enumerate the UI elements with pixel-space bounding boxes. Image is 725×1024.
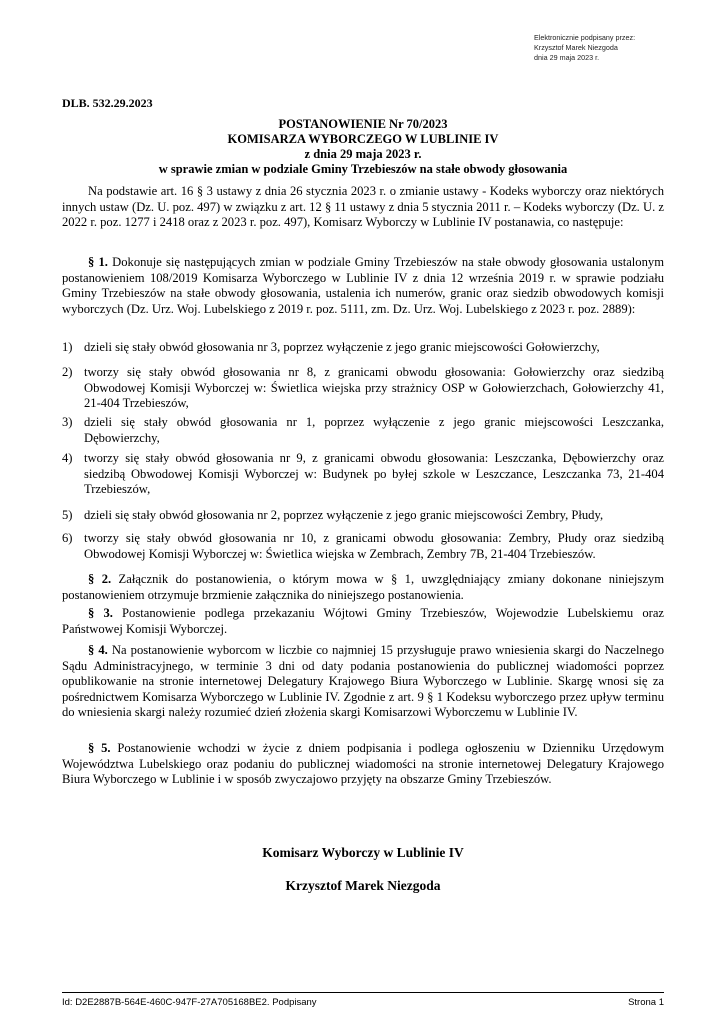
section-3 [62, 606, 664, 637]
electronic-signature-note [534, 33, 714, 63]
document-number: DLB. 532.29.2023 [62, 96, 153, 110]
list-item-number: 5) [62, 508, 73, 522]
list-item-number: 4) [62, 451, 73, 465]
list-item-number: 6) [62, 531, 73, 545]
title-line-2: KOMISARZA WYBORCZEGO W LUBLINIE IV [227, 132, 499, 146]
section-2 [62, 572, 664, 603]
footer-divider [62, 992, 664, 993]
list-item [62, 365, 664, 412]
list-item-number: 2) [62, 365, 73, 379]
list-item-text: dzieli się stały obwód głosowania nr 2, poprzez wyłączenie z jego granic miejscowości Zembry, Płudy, [84, 508, 604, 522]
section-1-text: Dokonuje się następujących zmian w podziale Gminy Trzebieszów na stałe obwody głosowania ustalonym postanowieniem 108/2019 Komisarza Wyborczego w Lublinie IV z dnia 12 września 2019 r. w sprawie podziału Gminy Trzebieszów na stałe obwody głosowania, ustalenia ich numerów, granic oraz siedzib obwodowych komisji wyborczych (Dz. Urz. Woj. Lubelskiego z 2019 r. poz. 5111, zm. Dz. Urz. Woj. Lubelskiego z 2023 r. poz. 2889): [62, 255, 664, 316]
section-1-number: § 1. [88, 255, 108, 269]
list-item-text: dzieli się stały obwód głosowania nr 1, poprzez wyłączenie z jego granic miejscowości Leszczanka, Dębowierzchy, [84, 415, 664, 445]
esig-line-2: Krzysztof Marek Niezgoda [534, 43, 618, 52]
section-5-number: § 5. [88, 741, 111, 755]
section-3-text: Postanowienie podlega przekazaniu Wójtowi Gminy Trzebieszów, Wojewodzie Lubelskiemu oraz Państwowej Komisji Wyborczej. [62, 606, 665, 636]
list-item [62, 508, 664, 524]
section-5 [62, 741, 664, 788]
list-item-text: tworzy się stały obwód głosowania nr 8, z granicami obwodu głosowania: Gołowierzchy oraz siedzibą Obwodowej Komisji Wyborczej w: Świetlica wiejska przy strażnicy OSP w Gołowierzchach, Gołowierzchy 41, 21-404 Trzebieszów, [84, 365, 664, 411]
section-4-number: § 4. [88, 643, 108, 657]
section-4-text: Na postanowienie wyborcom w liczbie co najmniej 15 przysługuje prawo wniesienia skargi do Naczelnego Sądu Administracyjnego, w terminie 3 dni od daty podania postanowienia do publicznej wiadomości poprzez opublikowanie na stronie internetowej Delegatury Krajowego Biura Wyborczego w Lublinie. Skargę wnosi się za pośrednictwem Komisarza Wyborczego w Lublinie IV. Zgodnie z art. 9 § 1 Kodeksu wyborczego przez upływ terminu do wniesienia skargi należy rozumieć dzień złożenia skargi Komisarzowi Wyborczemu w Lublinie IV. [62, 643, 665, 720]
title-line-3: z dnia 29 maja 2023 r. [304, 147, 422, 161]
section-5-text: Postanowienie wchodzi w życie z dniem podpisania i podlega ogłoszeniu w Dzienniku Urzędowym Województwa Lubelskiego oraz podaniu do publicznej wiadomości na stronie internetowej Delegatury Krajowego Biura Wyborczego w Lublinie i w sposób zwyczajowo przyjęty na obszarze Gminy Trzebieszów. [62, 741, 665, 787]
footer-page-number: Strona 1 [628, 997, 664, 1008]
list-item-number: 3) [62, 415, 73, 429]
document-title [62, 117, 664, 177]
section-2-text: Załącznik do postanowienia, o którym mowa w § 1, uwzględniający zmiany dokonane niniejszym postanowieniem otrzymuje brzmienie załącznika do niniejszego postanowienia. [62, 572, 664, 602]
list-item [62, 340, 664, 356]
title-line-1: POSTANOWIENIE Nr 70/2023 [278, 117, 448, 131]
list-item-text: tworzy się stały obwód głosowania nr 10, z granicami obwodu głosowania: Zembry, Płudy oraz siedzibą Obwodowej Komisji Wyborczej w: Świetlica wiejska w Zembrach, Zembry 7B, 21-404 Trzebieszów. [84, 531, 664, 561]
preamble: Na podstawie art. 16 § 3 ustawy z dnia 26 stycznia 2023 r. o zmianie ustawy - Kodeks wyborczy oraz niektórych innych ustaw (Dz. U. poz. 497) w związku z art. 12 § 11 ustawy z dnia 5 stycznia 2011 r. – Kodeks wyborczy (Dz. U. z 2022 r. poz. 1277 i 2418 oraz z 2023 r. poz. 497), Komisarz Wyborczy w Lublinie IV postanawia, co następuje: [62, 184, 664, 230]
title-line-4: w sprawie zmian w podziale Gminy Trzebieszów na stałe obwody głosowania [158, 162, 568, 176]
list-item [62, 415, 664, 446]
section-3-number: § 3. [88, 606, 113, 620]
list-item [62, 531, 664, 562]
list-item-text: tworzy się stały obwód głosowania nr 9, z granicami obwodu głosowania: Leszczanka, Dębowierzchy oraz siedzibą Obwodowej Komisji Wyborczej w: Budynek po byłej szkole w Leszczance, Leszczanka 73, 21-404 Trzebieszów, [84, 451, 664, 497]
section-4 [62, 643, 664, 721]
esig-line-1: Elektronicznie podpisany przez: [534, 33, 636, 42]
signature-office: Komisarz Wyborczy w Lublinie IV [262, 845, 464, 860]
section-1 [62, 255, 664, 317]
signature-name: Krzysztof Marek Niezgoda [285, 878, 441, 893]
section-2-number: § 2. [88, 572, 112, 586]
list-item [62, 451, 664, 498]
esig-line-3: dnia 29 maja 2023 r. [534, 53, 600, 62]
footer-document-id: Id: D2E2887B-564E-460C-947F-27A705168BE2. Podpisany [62, 997, 317, 1008]
list-item-number: 1) [62, 340, 73, 354]
list-item-text: dzieli się stały obwód głosowania nr 3, poprzez wyłączenie z jego granic miejscowości Gołowierzchy, [84, 340, 600, 354]
